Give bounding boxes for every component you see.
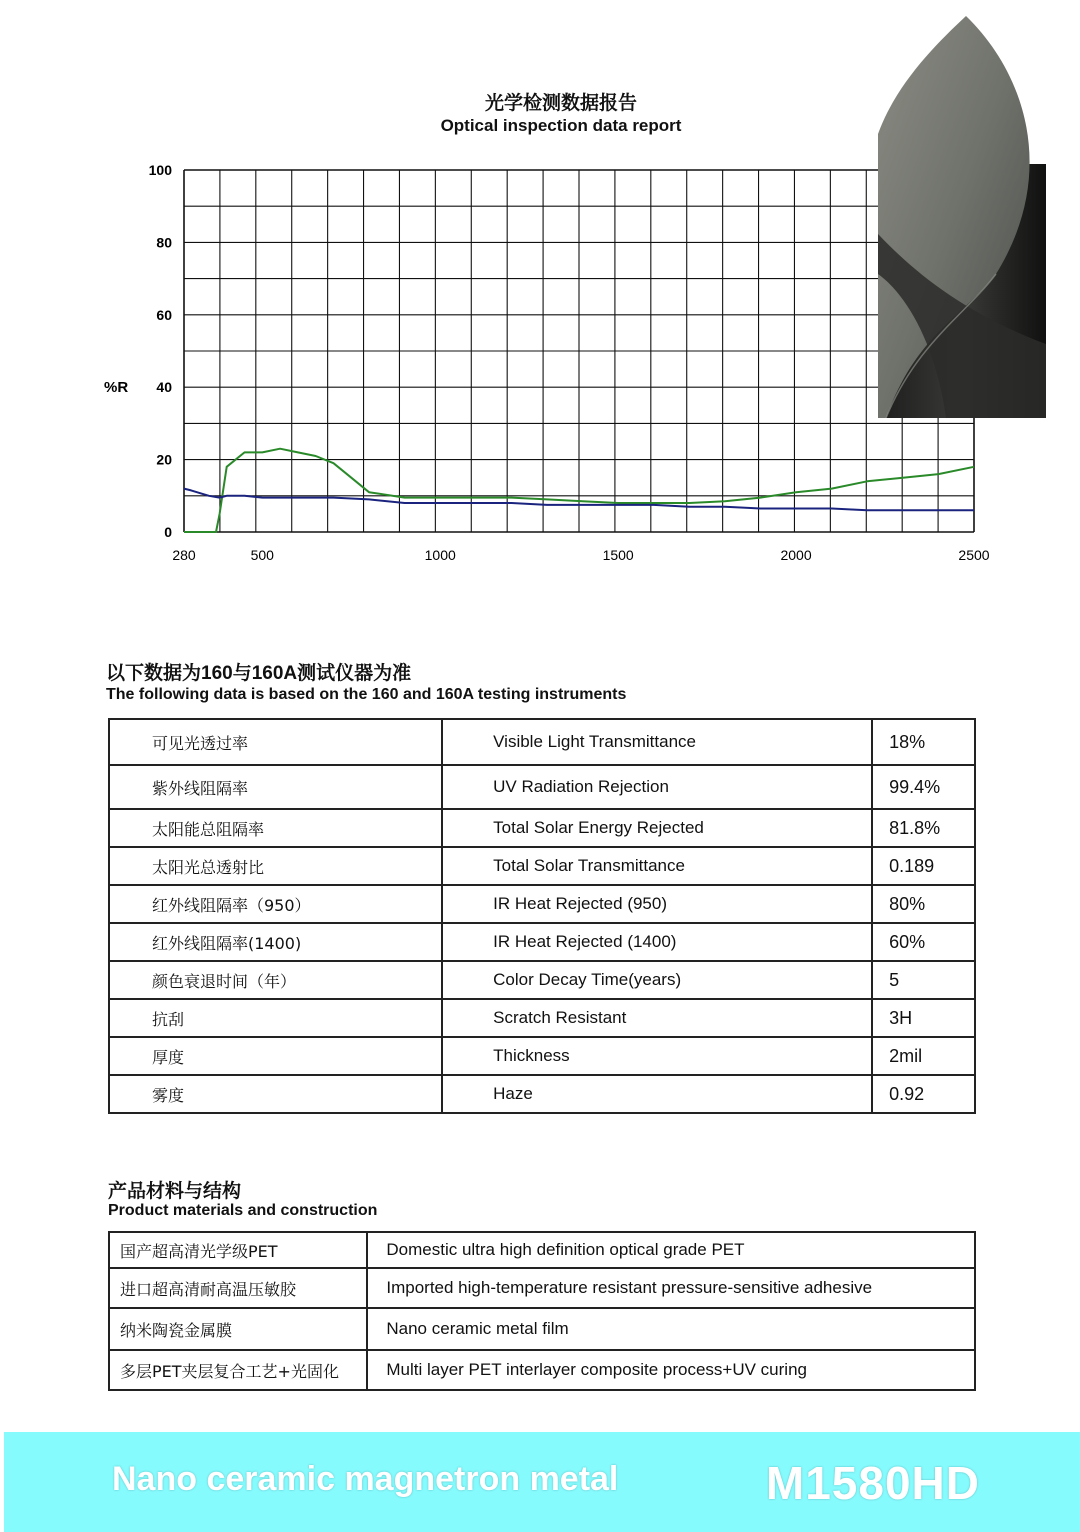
spec-row [109,765,975,809]
spec-label-cn: 紫外线阻隔率 [109,765,442,809]
spec-label-cn: 雾度 [109,1075,442,1113]
x-tick-labels [172,547,989,563]
x-tick-label: 1500 [602,547,634,563]
spec-label-en: Total Solar Transmittance [442,847,872,885]
material-label-en: Domestic ultra high definition optical grade PET [367,1232,975,1268]
spec-value: 99.4% [872,765,975,809]
y-tick-label: 40 [156,379,172,396]
spec-value: 18% [872,719,975,765]
spec-row [109,1075,975,1113]
spec-label-en: IR Heat Rejected (1400) [442,923,872,961]
spec-label-cn: 红外线阻隔率（950） [109,885,442,923]
banner-product-type: Nano ceramic magnetron metal [112,1460,619,1498]
spec-row [109,809,975,847]
spec-heading-en: The following data is based on the 160 and 160A testing instruments [106,686,627,703]
chart-grid [184,170,974,532]
spec-label-cn: 太阳能总阻隔率 [109,809,442,847]
spec-row [109,999,975,1037]
spec-value: 0.92 [872,1075,975,1113]
spec-row [109,923,975,961]
material-label-en: Multi layer PET interlayer composite process+UV curing [367,1350,975,1390]
y-tick-label: 0 [164,524,172,540]
material-label-en: Nano ceramic metal film [367,1308,975,1350]
y-tick-label: 60 [156,306,172,323]
material-row [109,1268,975,1308]
spec-value: 3H [872,999,975,1037]
material-label-cn: 进口超高清耐高温压敏胶 [109,1268,367,1308]
y-tick-label: 80 [156,234,172,251]
x-tick-label: 280 [172,547,196,563]
spec-label-en: Thickness [442,1037,872,1075]
spec-value: 5 [872,961,975,999]
product-banner [4,1432,1080,1532]
spec-value: 60% [872,923,975,961]
material-label-cn: 国产超高清光学级PET [109,1232,367,1268]
x-tick-label: 1000 [424,547,456,563]
spec-value: 80% [872,885,975,923]
material-row [109,1308,975,1350]
materials-heading-cn: 产品材料与结构 [108,1181,242,1202]
reflectance-chart [0,150,1000,580]
material-label-cn: 多层PET夹层复合工艺+光固化 [109,1350,367,1390]
x-tick-label: 2000 [780,547,812,563]
spec-row [109,1037,975,1075]
spec-label-en: Visible Light Transmittance [442,719,872,765]
materials-heading-en: Product materials and construction [108,1202,378,1219]
material-label-en: Imported high-temperature resistant pressure-sensitive adhesive [367,1268,975,1308]
spec-label-cn: 抗刮 [109,999,442,1037]
chart-title-cn: 光学检测数据报告 [484,93,637,114]
spec-label-en: UV Radiation Rejection [442,765,872,809]
film-roll-image [876,14,1048,418]
y-tick-labels [149,162,173,540]
spec-label-cn: 颜色衰退时间（年） [109,961,442,999]
spec-value: 81.8% [872,809,975,847]
x-tick-label: 2500 [958,547,990,563]
spec-table [108,718,976,1114]
spec-label-en: Haze [442,1075,872,1113]
spec-value: 2mil [872,1037,975,1075]
spec-label-en: Color Decay Time(years) [442,961,872,999]
spec-row [109,719,975,765]
spec-label-en: Total Solar Energy Rejected [442,809,872,847]
spec-label-en: Scratch Resistant [442,999,872,1037]
materials-table [108,1231,976,1391]
spec-label-cn: 厚度 [109,1037,442,1075]
y-axis-label: %R [104,379,129,396]
spec-row [109,885,975,923]
spec-label-en: IR Heat Rejected (950) [442,885,872,923]
banner-model-number: M1580HD [765,1457,980,1509]
chart-title-en: Optical inspection data report [440,116,682,135]
y-tick-label: 20 [156,451,172,468]
spec-label-cn: 红外线阻隔率(1400) [109,923,442,961]
material-row [109,1232,975,1268]
spec-value: 0.189 [872,847,975,885]
spec-heading-cn: 以下数据为160与160A测试仪器为准 [106,663,412,684]
material-label-cn: 纳米陶瓷金属膜 [109,1308,367,1350]
spec-label-cn: 太阳光总透射比 [109,847,442,885]
y-tick-label: 100 [148,162,172,178]
spec-row [109,847,975,885]
material-row [109,1350,975,1390]
spec-row [109,961,975,999]
spec-label-cn: 可见光透过率 [109,719,442,765]
x-tick-label: 500 [250,547,274,563]
